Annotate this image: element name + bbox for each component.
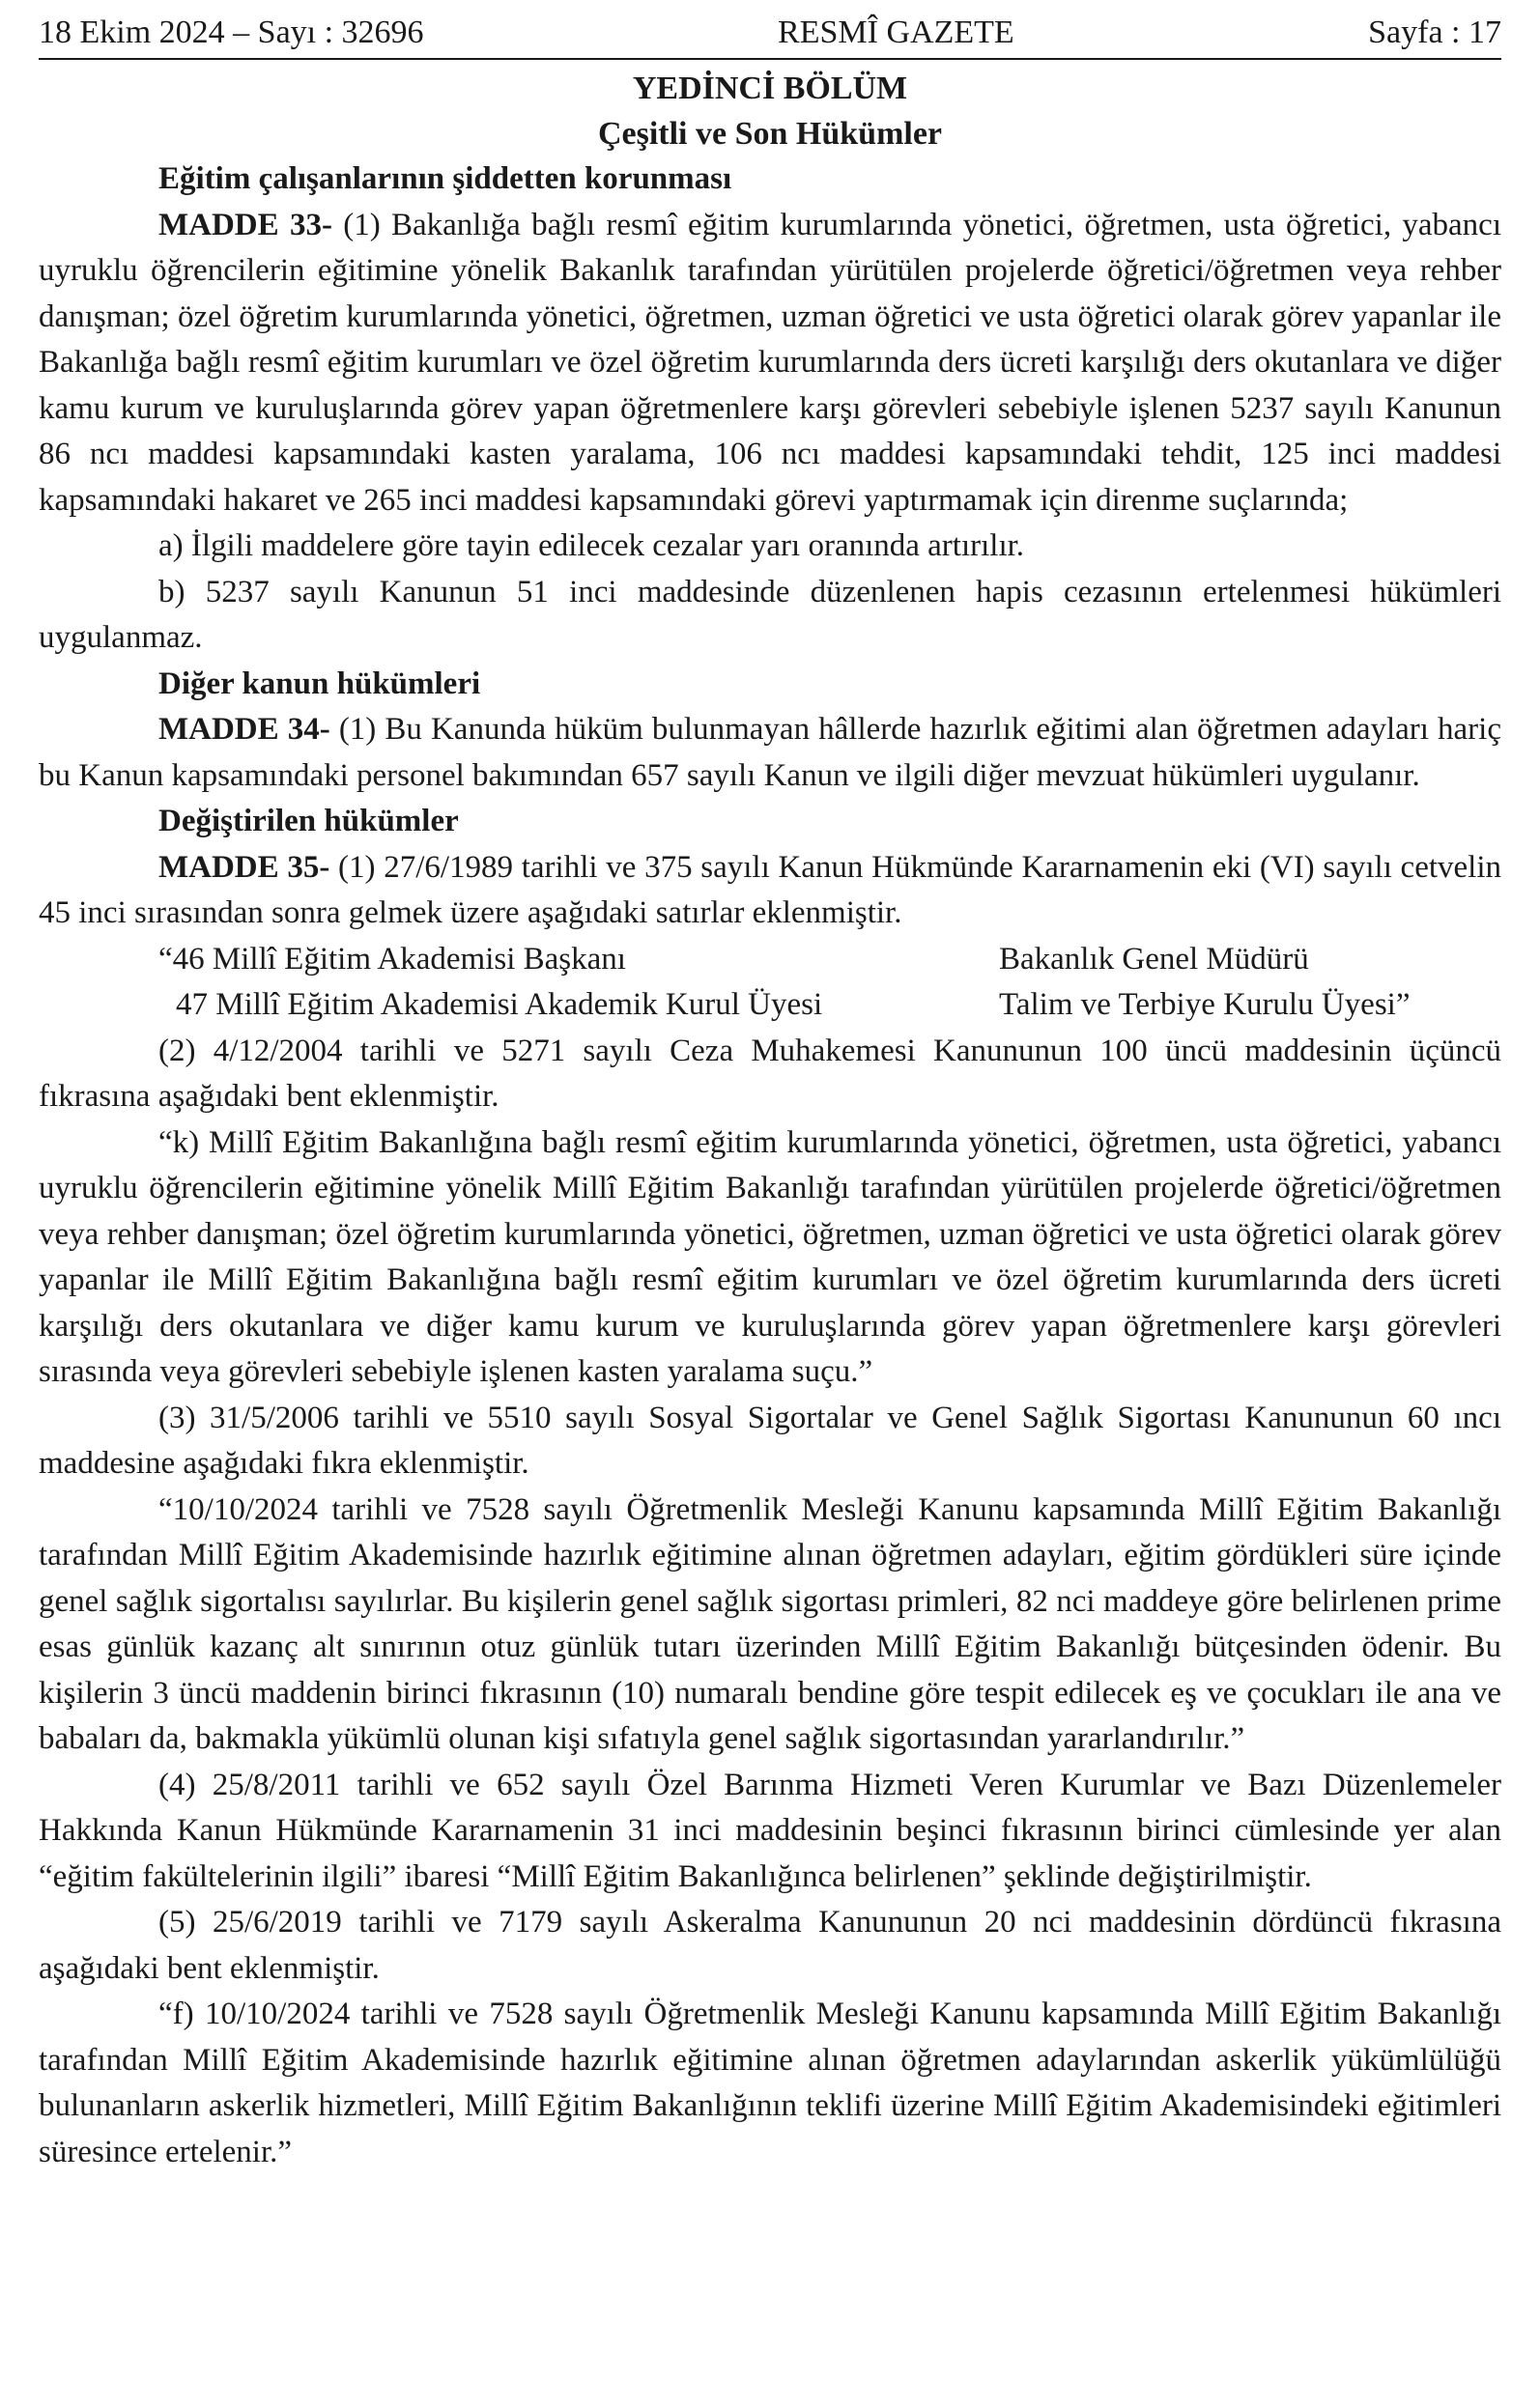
gazette-title: RESMÎ GAZETE — [778, 14, 1014, 50]
article-35-paragraph-4: (4) 25/8/2011 tarihli ve 652 sayılı Özel Barınma Hizmeti Veren Kurumlar ve Bazı Düzenlemeler Hakkında Kanun Hükmünde Kararnamenin 31 inci maddesinin beşinci fıkrasının birinci cümlesinde yer alan “eğitim fakültelerinin ilgili” ibaresi “Millî Eğitim Bakanlığınca belirlenen” şeklinde değiştirilmiştir. — [39, 1767, 1501, 1894]
article-33-paragraph — [39, 203, 1501, 524]
article-35-paragraph-2: (2) 4/12/2004 tarihli ve 5271 sayılı Ceza Muhakemesi Kanununun 100 üncü maddesinin üçüncü fıkrasına aşağıdaki bent eklenmiştir. — [39, 1033, 1501, 1114]
section-subtitle: Çeşitli ve Son Hükümler — [597, 116, 943, 152]
page-number: Sayfa : 17 — [1368, 14, 1501, 50]
article-34-text: (1) Bu Kanunda hüküm bulunmayan hâllerde hazırlık eğitimi alan öğretmen adayları hariç bu Kanun kapsamındaki personel bakımından 657 sayılı Kanun ve ilgili diğer mevzuat hükümleri uygulanır. — [39, 712, 1501, 793]
article-35-paragraph-3-quote: “10/10/2024 tarihli ve 7528 sayılı Öğretmenlik Mesleği Kanunu kapsamında Millî Eğitim Bakanlığı tarafından Millî Eğitim Akademisinde hazırlık eğitimine alınan öğretmen adayları, eğitim gördükleri süre içinde genel sağlık sigortalısı sayılırlar. Bu kişilerin genel sağlık sigortası primleri, 82 nci maddeye göre belirlenen prime esas günlük kazanç alt sınırının otuz günlük tutarı üzerinden Millî Eğitim Bakanlığı bütçesinden ödenir. Bu kişilerin 3 üncü maddenin birinci fıkrasının (10) numaralı bendine göre tespit edilecek eş ve çocukları ile ana ve babaları da, bakmakla yükümlü olunan kişi sıfatıyla genel sağlık sigortasından yararlandırılır.” — [39, 1491, 1501, 1756]
article-35-label: MADDE 35- — [158, 849, 330, 885]
article-33-item-a: a) İlgili maddelere göre tayin edilecek cezalar yarı oranında artırılır. — [158, 528, 1025, 563]
schedule-row-47-equivalent: Talim ve Terbiye Kurulu Üyesi” — [999, 987, 1411, 1022]
article-33-heading: Eğitim çalışanlarının şiddetten korunması — [158, 161, 732, 196]
article-35-text-1: (1) 27/6/1989 tarihli ve 375 sayılı Kanun Hükmünde Kararnamenin eki (VI) sayılı cetvelin 45 inci sırasından sonra gelmek üzere aşağıdaki satırlar eklenmiştir. — [39, 849, 1501, 930]
article-34-paragraph — [39, 707, 1501, 799]
schedule-row-46-equivalent: Bakanlık Genel Müdürü — [999, 941, 1309, 977]
article-35-heading: Değiştirilen hükümler — [158, 804, 459, 838]
schedule-row-47 — [39, 982, 1501, 1029]
article-35-paragraph-5: (5) 25/6/2019 tarihli ve 7179 sayılı Askeralma Kanununun 20 nci maddesinin dördüncü fıkrasına aşağıdaki bent eklenmiştir. — [39, 1905, 1501, 1986]
schedule-row-46-title: “46 Millî Eğitim Akademisi Başkanı — [158, 941, 626, 977]
article-34-label: MADDE 34- — [158, 712, 330, 747]
issue-date: 18 Ekim 2024 – Sayı : 32696 — [39, 14, 424, 50]
article-35-paragraph-2-quote: “k) Millî Eğitim Bakanlığına bağlı resmî eğitim kurumlarında yönetici, öğretmen, usta öğretici, yabancı uyruklu öğrencilerin eğitimine yönelik Millî Eğitim Bakanlığı tarafından yürütülen projelerde öğretici/öğretmen veya rehber danışman; özel öğretim kurumlarında yönetici, öğretmen, uzman öğretici ve usta öğretici olarak görev yapanlar ile Millî Eğitim Bakanlığına bağlı resmî eğitim kurumları ve özel öğretim kurumlarında ders ücreti karşılığı ders okutanlara ve diğer kamu kurum ve kuruluşlarında görev yapan öğretmenlere karşı görevleri sırasında veya görevleri sebebiyle işlenen kasten yaralama suçu.” — [39, 1124, 1501, 1389]
page-header — [39, 8, 1501, 60]
article-35-paragraph-5-quote: “f) 10/10/2024 tarihli ve 7528 sayılı Öğretmenlik Mesleği Kanunu kapsamında Millî Eğitim Bakanlığı tarafından Millî Eğitim Akademisinde hazırlık eğitimine alınan öğretmen adaylarından askerlik yükümlülüğü bulunanların askerlik hizmetleri, Millî Eğitim Bakanlığının teklifi üzerine Millî Eğitim Akademisindeki eğitimleri süresince ertelenir.” — [39, 1997, 1501, 2169]
article-34-heading: Diğer kanun hükümleri — [158, 666, 481, 701]
article-33-text: (1) Bakanlığa bağlı resmî eğitim kurumlarında yönetici, öğretmen, usta öğretici, yabancı uyruklu öğrencilerin eğitimine yönelik Bakanlık tarafından yürütülen projelerde öğretici/öğretmen veya rehber danışman; özel öğretim kurumlarında yönetici, öğretmen, uzman öğretici ve usta öğretici olarak görev yapanlar ile Bakanlığa bağlı resmî eğitim kurumları ve özel öğretim kurumlarında ders ücreti karşılığı ders okutanlara ve diğer kamu kurum ve kuruluşlarında görev yapan öğretmenlere karşı görevleri sebebiyle işlenen 5237 sayılı Kanunun 86 ncı maddesi kapsamındaki kasten yaralama, 106 ncı maddesi kapsamındaki tehdit, 125 inci maddesi kapsamındaki hakaret ve 265 inci maddesi kapsamındaki görevi yaptırmamak için direnme suçlarında; — [39, 207, 1501, 518]
section-title: YEDİNCİ BÖLÜM — [632, 71, 908, 106]
schedule-row-46 — [39, 937, 1501, 983]
article-35-paragraph-3: (3) 31/5/2006 tarihli ve 5510 sayılı Sosyal Sigortalar ve Genel Sağlık Sigortası Kanununun 60 ıncı maddesine aşağıdaki fıkra eklenmiştir. — [39, 1400, 1501, 1481]
article-33-label: MADDE 33- — [158, 207, 332, 242]
schedule-row-47-title: 47 Millî Eğitim Akademisi Akademik Kurul Üyesi — [176, 987, 823, 1022]
article-33-item-b: b) 5237 sayılı Kanunun 51 inci maddesinde düzenlenen hapis cezasının ertelenmesi hükümleri uygulanmaz. — [39, 574, 1501, 655]
article-35-paragraph-1 — [39, 845, 1501, 937]
